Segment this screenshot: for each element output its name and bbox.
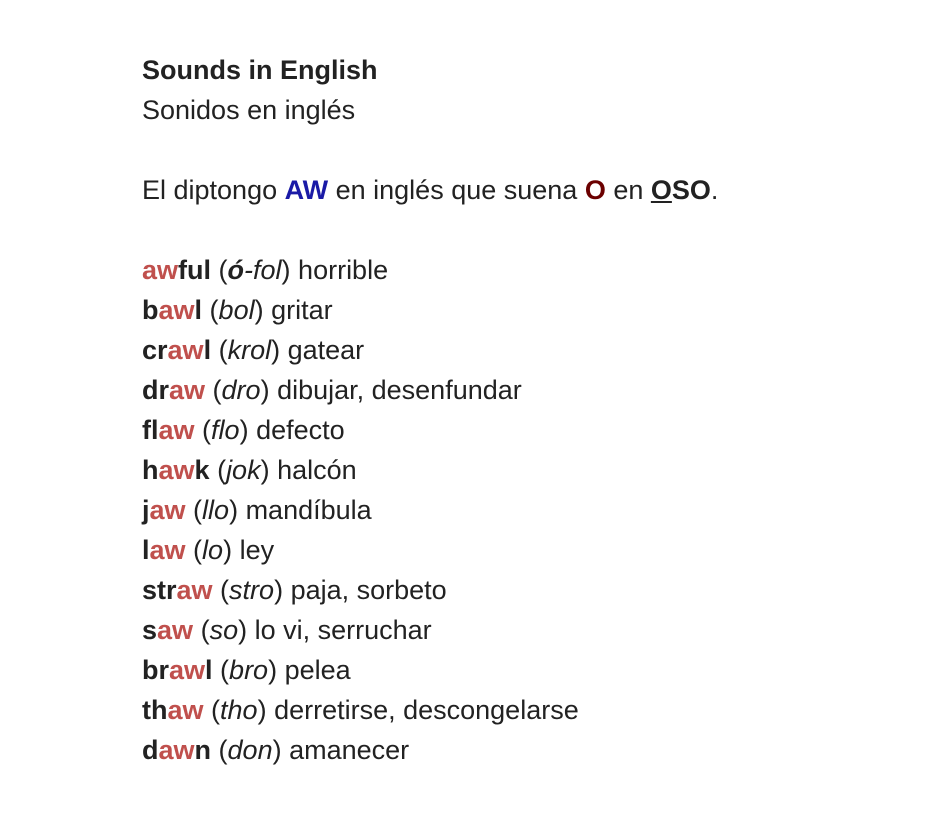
sound-letter: O — [584, 175, 606, 205]
list-item: hawk (jok) halcón — [142, 455, 357, 485]
intro-en: en — [605, 175, 651, 205]
pronunciation-rest: stro — [229, 575, 275, 605]
word-suffix: l — [203, 335, 212, 365]
list-item: thaw (tho) derretirse, descongelarse — [142, 695, 579, 725]
word-prefix: br — [142, 655, 169, 685]
pronunciation — [202, 495, 229, 525]
pronunciation-rest: -fol — [244, 255, 282, 285]
oso-first-letter: O — [650, 175, 672, 205]
word-suffix: ful — [178, 255, 212, 285]
list-item: draw (dro) dibujar, desenfundar — [142, 375, 522, 405]
pronunciation-rest: tho — [220, 695, 258, 725]
pronunciation — [211, 415, 240, 445]
word-highlight: aw — [176, 575, 213, 605]
pronunciation-rest: llo — [202, 495, 230, 525]
pronunciation-rest: bro — [229, 655, 269, 685]
word-prefix: dr — [142, 375, 169, 405]
vocab-word — [142, 735, 211, 765]
word-prefix: d — [142, 735, 159, 765]
pronunciation-rest: krol — [227, 335, 272, 365]
word-prefix: fl — [142, 415, 159, 445]
pronunciation — [220, 695, 258, 725]
word-highlight: aw — [167, 695, 204, 725]
word-suffix: l — [205, 655, 213, 685]
list-item: jaw (llo) mandíbula — [142, 495, 372, 525]
pronunciation-rest: jok — [226, 455, 261, 485]
word-prefix: h — [142, 455, 159, 485]
lesson-content — [142, 50, 902, 770]
vocab-word — [142, 335, 211, 365]
word-list — [142, 250, 902, 770]
list-item: brawl (bro) pelea — [142, 655, 351, 685]
word-suffix: l — [194, 295, 203, 325]
word-suffix: k — [194, 455, 210, 485]
list-item: bawl (bol) gritar — [142, 295, 333, 325]
vocab-word — [142, 295, 202, 325]
vocab-word — [142, 695, 204, 725]
translation: ley — [232, 535, 275, 565]
word-highlight: aw — [169, 375, 206, 405]
translation: halcón — [269, 455, 357, 485]
word-highlight: aw — [158, 415, 195, 445]
word-highlight: aw — [169, 655, 206, 685]
pronunciation — [228, 255, 282, 285]
list-item: awful (ó-fol) horrible — [142, 255, 389, 285]
pronunciation — [229, 575, 274, 605]
vocab-word — [142, 655, 213, 685]
list-item: crawl (krol) gatear — [142, 335, 365, 365]
translation: derretirse, descongelarse — [266, 695, 579, 725]
list-item: flaw (flo) defecto — [142, 415, 345, 445]
page-title: Sounds in English — [142, 55, 378, 85]
list-item: dawn (don) amanecer — [142, 735, 410, 765]
word-suffix: n — [194, 735, 212, 765]
word-prefix: b — [142, 295, 159, 325]
pronunciation-rest: don — [227, 735, 273, 765]
word-prefix: cr — [142, 335, 168, 365]
word-highlight: aw — [149, 535, 186, 565]
vocab-word — [142, 495, 186, 525]
pronunciation — [229, 655, 268, 685]
word-highlight: aw — [158, 295, 195, 325]
pronunciation — [219, 295, 255, 325]
translation: mandíbula — [238, 495, 372, 525]
translation: dibujar, desenfundar — [269, 375, 522, 405]
translation: pelea — [277, 655, 351, 685]
translation: amanecer — [281, 735, 410, 765]
intro-middle: en inglés que suena — [328, 175, 585, 205]
example-word-oso — [651, 175, 711, 205]
word-prefix: j — [142, 495, 150, 525]
pronunciation — [202, 535, 223, 565]
pronunciation — [222, 375, 261, 405]
translation: gatear — [280, 335, 365, 365]
word-highlight: aw — [158, 455, 195, 485]
translation: gritar — [263, 295, 333, 325]
vocab-word — [142, 455, 210, 485]
vocab-word — [142, 375, 205, 405]
word-highlight: aw — [158, 735, 195, 765]
pronunciation-rest: flo — [211, 415, 240, 445]
intro-sentence — [142, 170, 902, 210]
vocab-word — [142, 415, 195, 445]
list-item: straw (stro) paja, sorbeto — [142, 575, 447, 605]
vocab-word — [142, 575, 213, 605]
pronunciation — [228, 335, 272, 365]
pronunciation-rest: so — [209, 615, 239, 645]
intro-period: . — [710, 175, 719, 205]
word-prefix: s — [142, 615, 158, 645]
word-highlight: aw — [167, 335, 204, 365]
word-prefix: str — [142, 575, 177, 605]
list-item: law (lo) ley — [142, 535, 275, 565]
list-item: saw (so) lo vi, serruchar — [142, 615, 432, 645]
pronunciation — [210, 615, 239, 645]
translation: lo vi, serruchar — [247, 615, 432, 645]
vocab-word — [142, 255, 211, 285]
word-highlight: aw — [157, 615, 194, 645]
pronunciation-rest: bol — [218, 295, 255, 325]
vocab-word — [142, 615, 193, 645]
word-highlight: aw — [149, 495, 186, 525]
translation: horrible — [290, 255, 389, 285]
translation: paja, sorbeto — [283, 575, 447, 605]
word-prefix: l — [142, 535, 150, 565]
diphthong-label: AW — [284, 175, 329, 205]
oso-rest: SO — [671, 175, 711, 205]
word-highlight: aw — [142, 255, 179, 285]
pronunciation-rest: lo — [202, 535, 224, 565]
vocab-word — [142, 535, 186, 565]
intro-prefix: El diptongo — [142, 175, 285, 205]
pronunciation-rest: dro — [221, 375, 261, 405]
pronunciation-stress: ó — [227, 255, 245, 285]
translation: defecto — [248, 415, 345, 445]
pronunciation — [228, 735, 273, 765]
page-subtitle: Sonidos en inglés — [142, 95, 356, 125]
pronunciation — [226, 455, 261, 485]
word-prefix: th — [142, 695, 168, 725]
